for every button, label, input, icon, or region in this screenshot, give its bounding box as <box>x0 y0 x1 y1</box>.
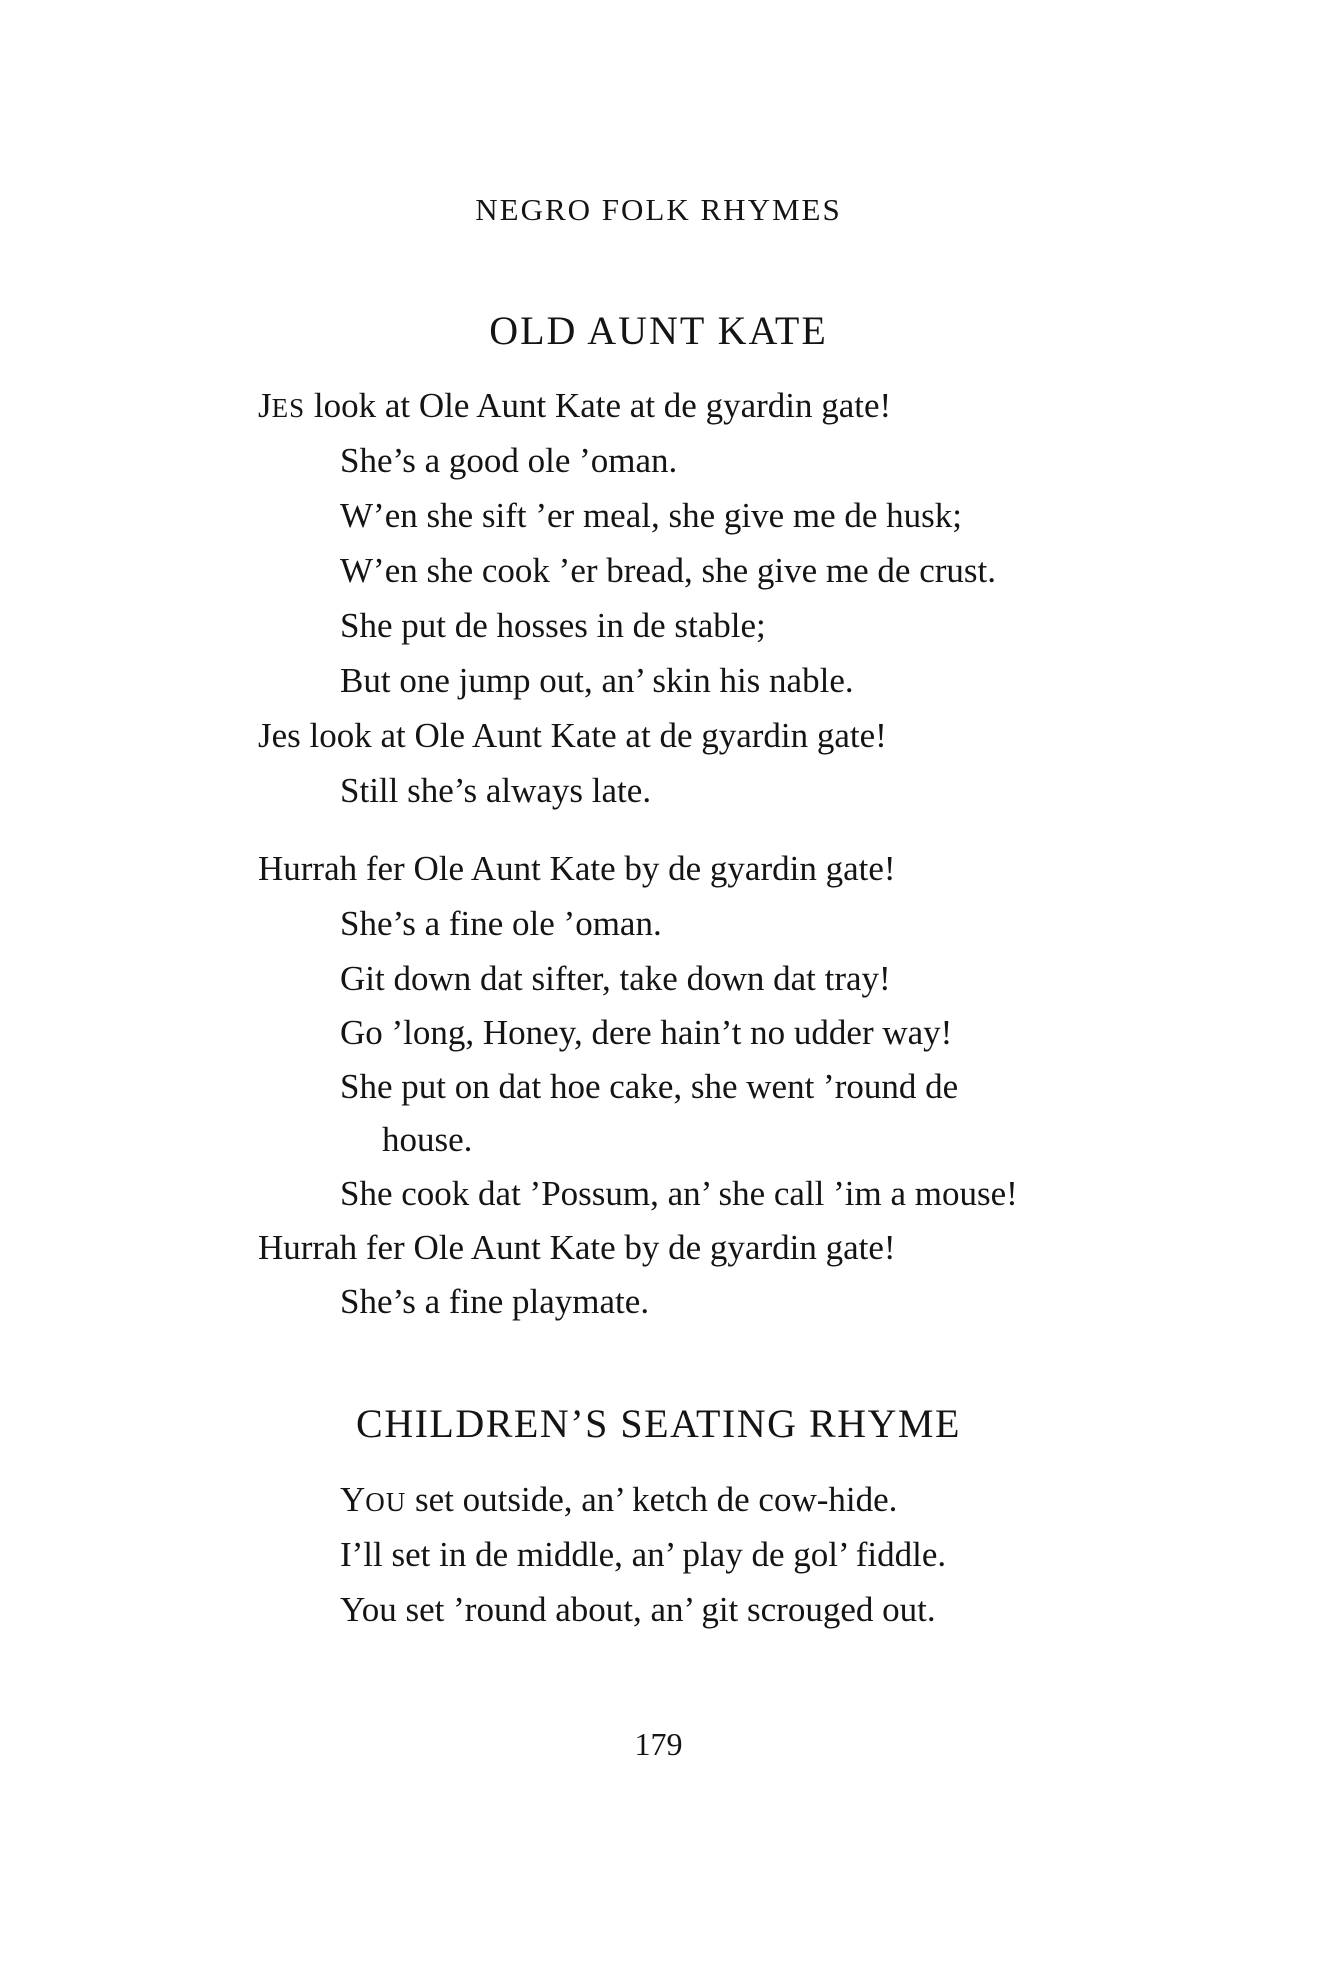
poem-line: Go ’long, Honey, dere hain’t no udder way! <box>340 1013 953 1052</box>
poem-line: She cook dat ’Possum, an’ she call ’im a mouse! <box>340 1174 1018 1213</box>
poem-first-line <box>340 1478 897 1524</box>
poem-line: Hurrah fer Ole Aunt Kate by de gyardin gate! <box>258 1228 896 1267</box>
drop-initial: Y <box>340 1480 366 1519</box>
first-line-text: set outside, an’ ketch de cow-hide. <box>406 1480 898 1519</box>
poem-line: Still she’s always late. <box>340 771 652 810</box>
poem-line: She’s a fine ole ’oman. <box>340 904 662 943</box>
poem-line: She’s a good ole ’oman. <box>340 441 678 480</box>
poem-line: Git down dat sifter, take down dat tray! <box>340 959 891 998</box>
poem-line: W’en she sift ’er meal, she give me de husk; <box>340 496 963 535</box>
page-number: 179 <box>634 1726 683 1762</box>
poem-line: I’ll set in de middle, an’ play de gol’ fiddle. <box>340 1535 947 1574</box>
poem-line: You set ’round about, an’ git scrouged out. <box>340 1590 936 1629</box>
poem-title-old-aunt-kate: OLD AUNT KATE <box>489 308 828 353</box>
poem-line: She put on dat hoe cake, she went ’round de <box>340 1067 959 1106</box>
poem-title-childrens-seating-rhyme: CHILDREN’S SEATING RHYME <box>356 1401 961 1446</box>
small-caps: OU <box>365 1487 407 1517</box>
poem-line: Jes look at Ole Aunt Kate at de gyardin gate! <box>258 716 887 755</box>
poem-line: She’s a fine playmate. <box>340 1282 650 1321</box>
running-head: NEGRO FOLK RHYMES <box>475 192 842 227</box>
poem-line: She put de hosses in de stable; <box>340 606 766 645</box>
poem-line: W’en she cook ’er bread, she give me de crust. <box>340 551 996 590</box>
small-caps: ES <box>271 393 306 423</box>
poem-line: But one jump out, an’ skin his nable. <box>340 661 854 700</box>
first-line-text: look at Ole Aunt Kate at de gyardin gate! <box>305 386 892 425</box>
drop-initial: J <box>258 386 272 425</box>
poem-first-line <box>258 384 891 430</box>
poem-line-continuation: house. <box>382 1120 473 1159</box>
poem-line: Hurrah fer Ole Aunt Kate by de gyardin gate! <box>258 849 896 888</box>
